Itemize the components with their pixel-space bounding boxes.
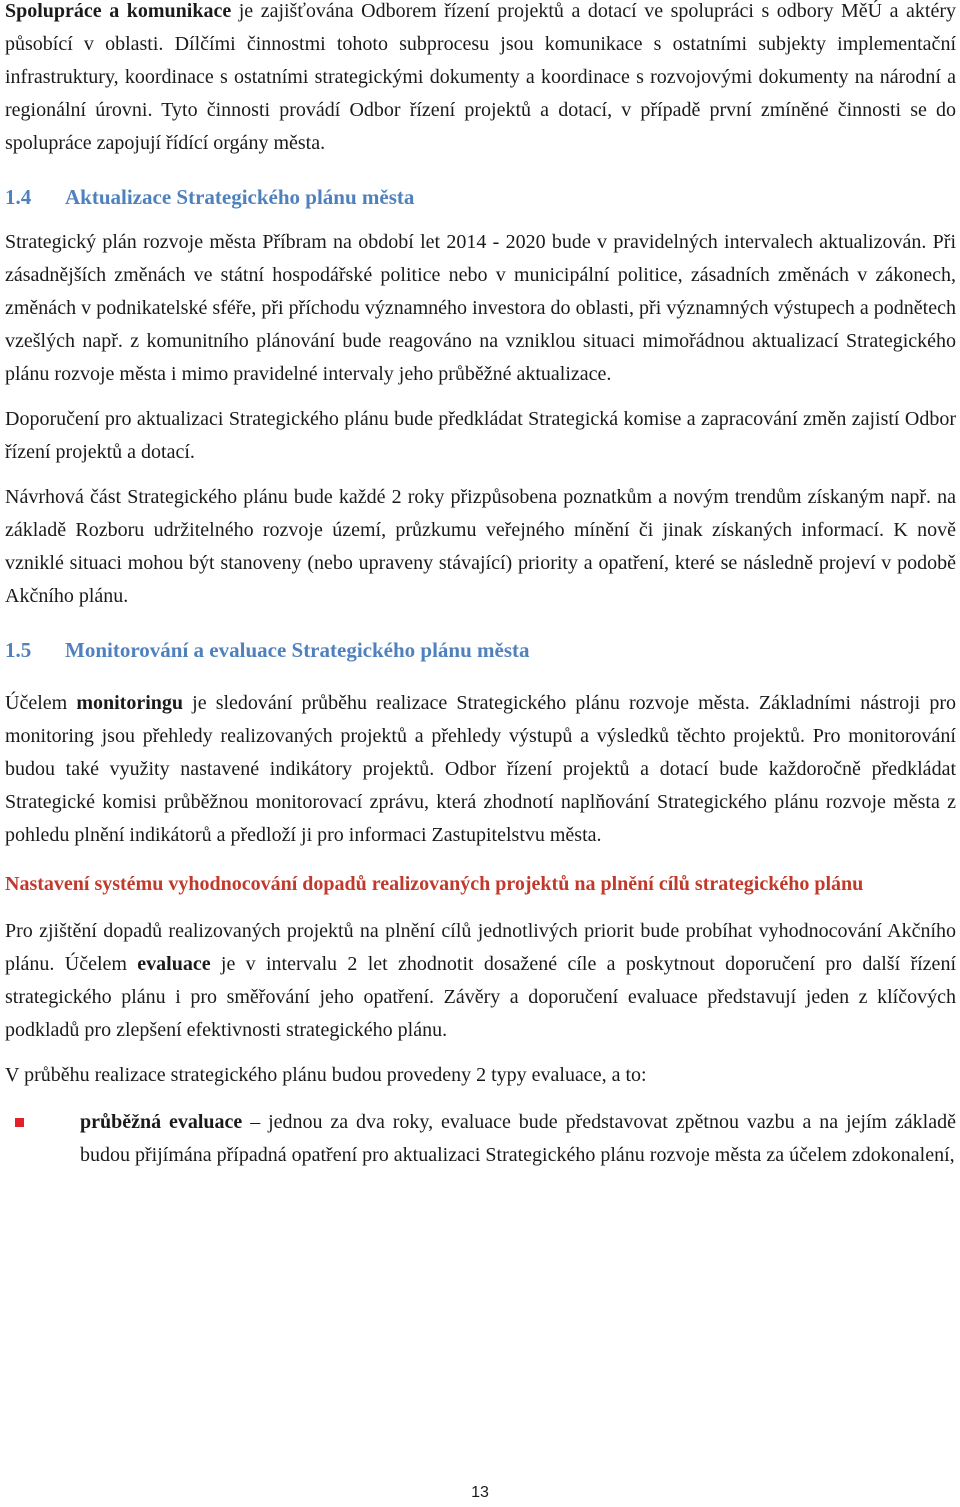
section-title: Aktualizace Strategického plánu města (65, 185, 415, 209)
text-span: Účelem (5, 692, 77, 714)
bold-term: monitoringu (76, 692, 184, 714)
bold-term: průběžná evaluace (80, 1111, 243, 1133)
intro-paragraph (5, 0, 956, 160)
paragraph: Strategický plán rozvoje města Příbram na období let 2014 - 2020 bude v pravidelných intervalech aktualizován. Při zásadnějších změnách ve státní hospodářské politice nebo v municipální politice, zásadních změnách v zákonech, změnách v podnikatelské sféře, při příchodu významného investora do oblasti, při významných výstupech a podnětech vzešlých např. z komunitního plánování bude reagováno na vzniklou situaci mimořádnou aktualizací Strategického plánu rozvoje města i mimo pravidelné intervaly jeho průběžné aktualizace. (5, 231, 956, 385)
red-square-bullet-icon (15, 1118, 24, 1127)
text-span: je sledování průběhu realizace Strategického plánu rozvoje města. Základními nástroji pro monitoring jsou přehledy realizovaných projektů a přehledy výstupů a výsledků těchto projektů. Pro monitorování budou také využity nastavené indikátory projektů. Odbor řízení projektů a dotací bude každoročně předkládat Strategické komisi průběžnou monitorovací zprávu, která zhodnotí naplňování Strategického plánu rozvoje města z pohledu plnění indikátorů a předloží ji pro informaci Zastupitelstvu města. (5, 692, 956, 846)
section-title: Monitorování a evaluace Strategického plánu města (65, 638, 530, 662)
section-number: 1.4 (5, 185, 32, 209)
bullet-list (5, 1106, 956, 1172)
intro-text: je zajišťována Odborem řízení projektů a dotací ve spolupráci s odbory MěÚ a aktéry působící v oblasti. Dílčími činnostmi tohoto subprocesu jsou komunikace s ostatními subjekty implementační infrastruktury, koordinace s ostatními strategickými dokumenty a koordinace s rozvojovými dokumenty na národní a regionální úrovni. Tyto činnosti provádí Odbor řízení projektů a dotací, v případě první zmíněné činnosti se do spolupráce zapojují řídící orgány města. (5, 0, 956, 154)
list-item (5, 1106, 956, 1172)
paragraph: Doporučení pro aktualizaci Strategického plánu bude předkládat Strategická komise a zapracování změn zajistí Odbor řízení projektů a dotací. (5, 408, 956, 463)
intro-bold-lead: Spolupráce a komunikace (5, 0, 232, 22)
page-number: 13 (471, 1484, 489, 1501)
paragraph: Návrhová část Strategického plánu bude každé 2 roky přizpůsobena poznatkům a novým trendům získaným např. na základě Rozboru udržitelného rozvoje území, průzkumu veřejného mínění či jinak získaných informací. K nově vzniklé situaci mohou být stanoveny (nebo upraveny stávající) priority a opatření, které se následně projeví v podobě Akčního plánu. (5, 486, 956, 607)
text-span: – jednou za dva roky, evaluace bude představovat zpětnou vazbu a na jejím základě budou přijímána případná opatření pro aktualizaci Strategického plánu rozvoje města za účelem zdokonalení, (80, 1111, 956, 1166)
red-subheading: Nastavení systému vyhodnocování dopadů realizovaných projektů na plnění cílů strategického plánu (5, 873, 864, 895)
paragraph (5, 687, 956, 852)
paragraph: V průběhu realizace strategického plánu budou provedeny 2 typy evaluace, a to: (5, 1064, 647, 1086)
bold-term: evaluace (137, 953, 211, 975)
paragraph (5, 915, 956, 1047)
text-span: Pro zjištění dopadů realizovaných projektů na plnění cílů jednotlivých priorit bude probíhat vyhodnocování Akčního plánu. Účelem (5, 920, 956, 975)
section-heading-1-4 (5, 182, 956, 212)
section-heading-1-5 (5, 635, 956, 665)
section-number: 1.5 (5, 638, 32, 662)
text-span: je v intervalu 2 let zhodnotit dosažené cíle a poskytnout doporučení pro další řízení strategického plánu i pro směřování jeho opatření. Závěry a doporučení evaluace představují jeden z klíčových podkladů pro zlepšení efektivnosti strategického plánu. (5, 953, 956, 1041)
